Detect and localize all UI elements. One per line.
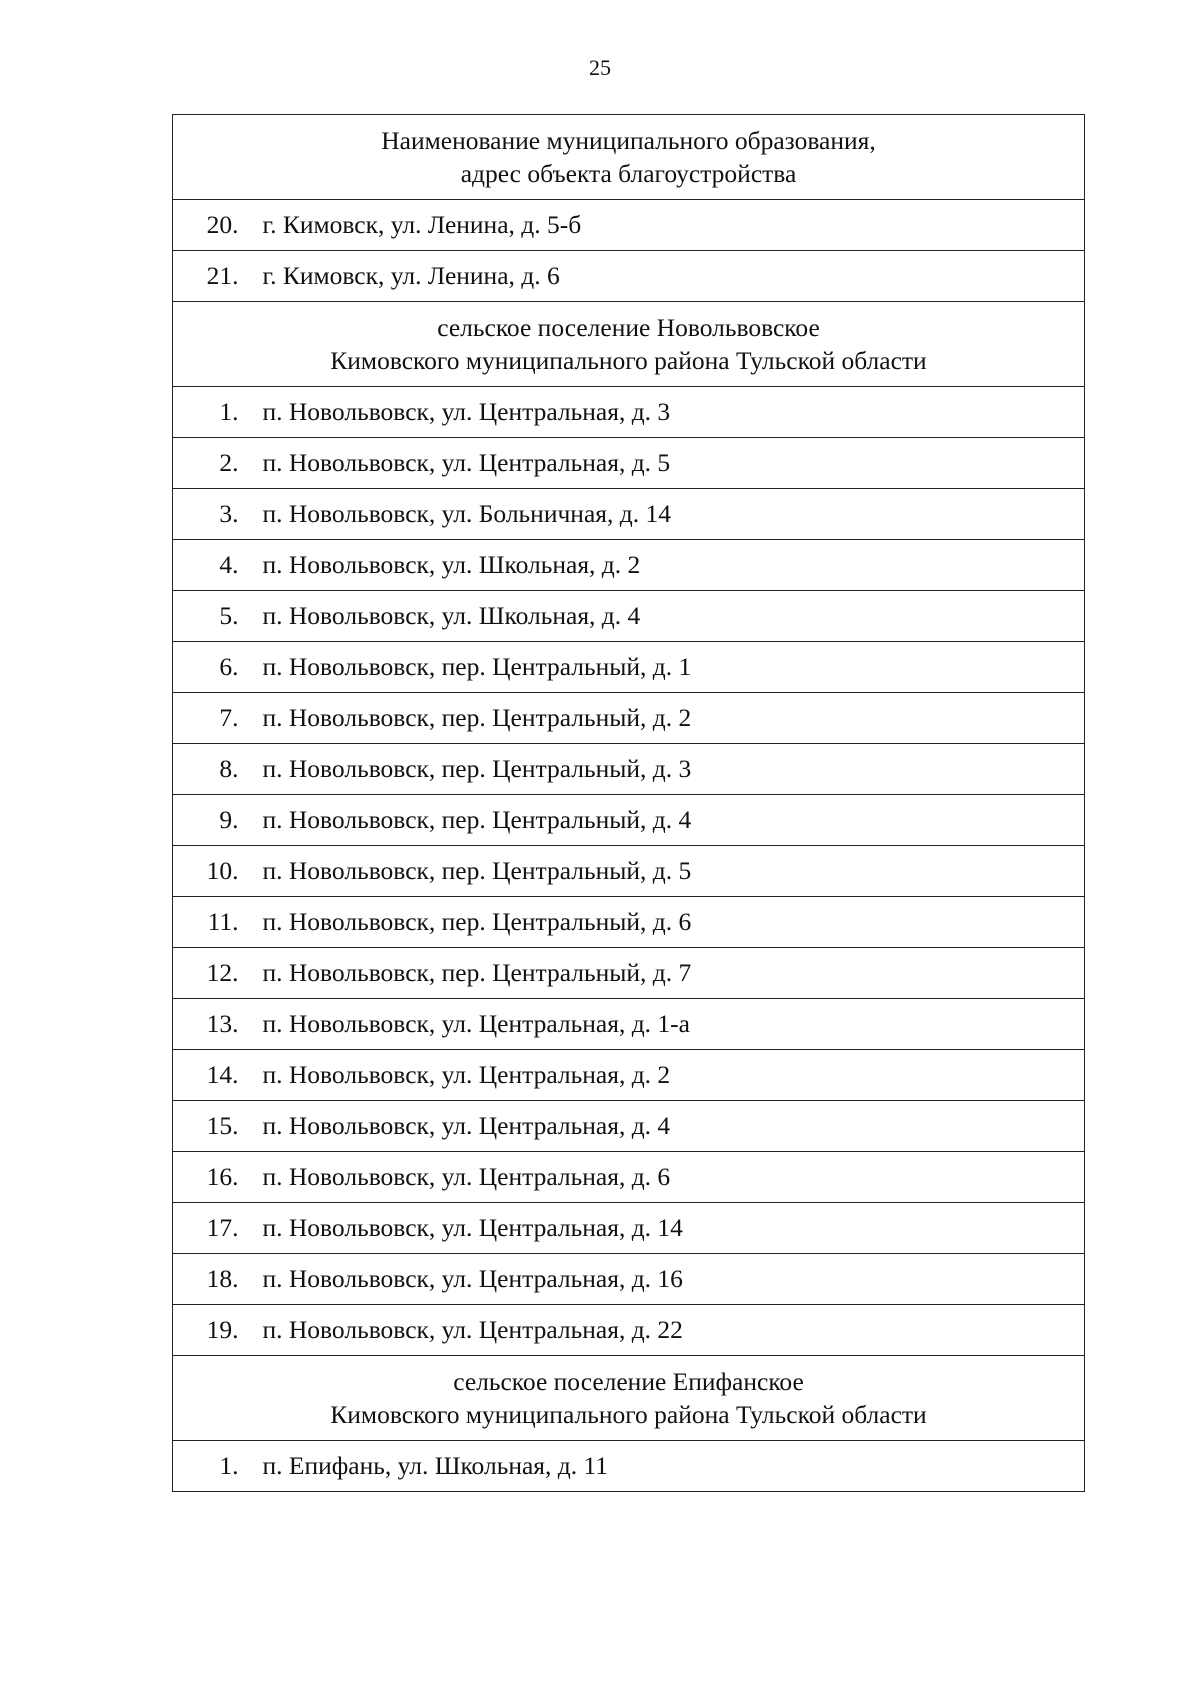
table-row	[173, 1203, 1085, 1254]
row-address: п. Новольвовск, ул. Центральная, д. 22	[251, 1305, 1085, 1356]
row-address: п. Новольвовск, ул. Больничная, д. 14	[251, 489, 1085, 540]
row-number: 10.	[173, 846, 251, 897]
row-address: п. Новольвовск, ул. Центральная, д. 16	[251, 1254, 1085, 1305]
table-row	[173, 897, 1085, 948]
table-row	[173, 999, 1085, 1050]
row-number: 2.	[173, 438, 251, 489]
table-row	[173, 744, 1085, 795]
row-number: 6.	[173, 642, 251, 693]
row-address: п. Новольвовск, пер. Центральный, д. 1	[251, 642, 1085, 693]
table-header-cell	[173, 115, 1085, 200]
row-number: 9.	[173, 795, 251, 846]
table-row	[173, 540, 1085, 591]
objects-table-body	[173, 115, 1085, 1492]
table-row	[173, 438, 1085, 489]
row-number: 12.	[173, 948, 251, 999]
row-number: 8.	[173, 744, 251, 795]
table-header-row	[173, 115, 1085, 200]
table-row	[173, 1254, 1085, 1305]
row-number: 17.	[173, 1203, 251, 1254]
row-number: 15.	[173, 1101, 251, 1152]
row-address: п. Новольвовск, ул. Центральная, д. 2	[251, 1050, 1085, 1101]
row-number: 7.	[173, 693, 251, 744]
table-header-line: Наименование муниципального образования,	[381, 126, 876, 155]
section-title-line: сельское поселение Новольвовское	[437, 313, 820, 342]
row-address: п. Новольвовск, пер. Центральный, д. 4	[251, 795, 1085, 846]
table-row	[173, 795, 1085, 846]
row-address: п. Новольвовск, пер. Центральный, д. 5	[251, 846, 1085, 897]
row-address: г. Кимовск, ул. Ленина, д. 6	[251, 251, 1085, 302]
row-number: 1.	[173, 387, 251, 438]
row-address: п. Новольвовск, пер. Центральный, д. 2	[251, 693, 1085, 744]
row-address: п. Новольвовск, ул. Центральная, д. 14	[251, 1203, 1085, 1254]
table-row	[173, 1305, 1085, 1356]
row-address: п. Новольвовск, пер. Центральный, д. 7	[251, 948, 1085, 999]
row-number: 11.	[173, 897, 251, 948]
row-address: п. Новольвовск, пер. Центральный, д. 6	[251, 897, 1085, 948]
row-number: 21.	[173, 251, 251, 302]
section-title-cell	[173, 302, 1085, 387]
section-title-line: сельское поселение Епифанское	[453, 1367, 804, 1396]
row-address: п. Епифань, ул. Школьная, д. 11	[251, 1441, 1085, 1492]
row-address: п. Новольвовск, ул. Школьная, д. 2	[251, 540, 1085, 591]
table-row	[173, 948, 1085, 999]
row-number: 4.	[173, 540, 251, 591]
page-number: 25	[589, 55, 611, 80]
section-row	[173, 1356, 1085, 1441]
section-title-line: Кимовского муниципального района Тульской области	[330, 1400, 927, 1429]
table-row	[173, 1152, 1085, 1203]
section-title-cell	[173, 1356, 1085, 1441]
table-row	[173, 1050, 1085, 1101]
row-number: 14.	[173, 1050, 251, 1101]
row-address: п. Новольвовск, ул. Центральная, д. 4	[251, 1101, 1085, 1152]
row-address: п. Новольвовск, ул. Центральная, д. 1-а	[251, 999, 1085, 1050]
table-row	[173, 387, 1085, 438]
row-number: 1.	[173, 1441, 251, 1492]
table-row	[173, 1441, 1085, 1492]
table-row	[173, 642, 1085, 693]
objects-table	[172, 114, 1085, 1492]
table-row	[173, 200, 1085, 251]
row-number: 18.	[173, 1254, 251, 1305]
row-number: 13.	[173, 999, 251, 1050]
row-address: г. Кимовск, ул. Ленина, д. 5-б	[251, 200, 1085, 251]
row-number: 16.	[173, 1152, 251, 1203]
row-address: п. Новольвовск, ул. Школьная, д. 4	[251, 591, 1085, 642]
table-row	[173, 489, 1085, 540]
row-address: п. Новольвовск, ул. Центральная, д. 5	[251, 438, 1085, 489]
row-number: 19.	[173, 1305, 251, 1356]
section-row	[173, 302, 1085, 387]
row-number: 5.	[173, 591, 251, 642]
row-number: 20.	[173, 200, 251, 251]
table-row	[173, 1101, 1085, 1152]
row-address: п. Новольвовск, ул. Центральная, д. 3	[251, 387, 1085, 438]
table-row	[173, 846, 1085, 897]
table-row	[173, 251, 1085, 302]
table-row	[173, 591, 1085, 642]
section-title-line: Кимовского муниципального района Тульской области	[330, 346, 927, 375]
row-number: 3.	[173, 489, 251, 540]
table-header-line: адрес объекта благоустройства	[460, 159, 797, 188]
row-address: п. Новольвовск, ул. Центральная, д. 6	[251, 1152, 1085, 1203]
row-address: п. Новольвовск, пер. Центральный, д. 3	[251, 744, 1085, 795]
table-row	[173, 693, 1085, 744]
